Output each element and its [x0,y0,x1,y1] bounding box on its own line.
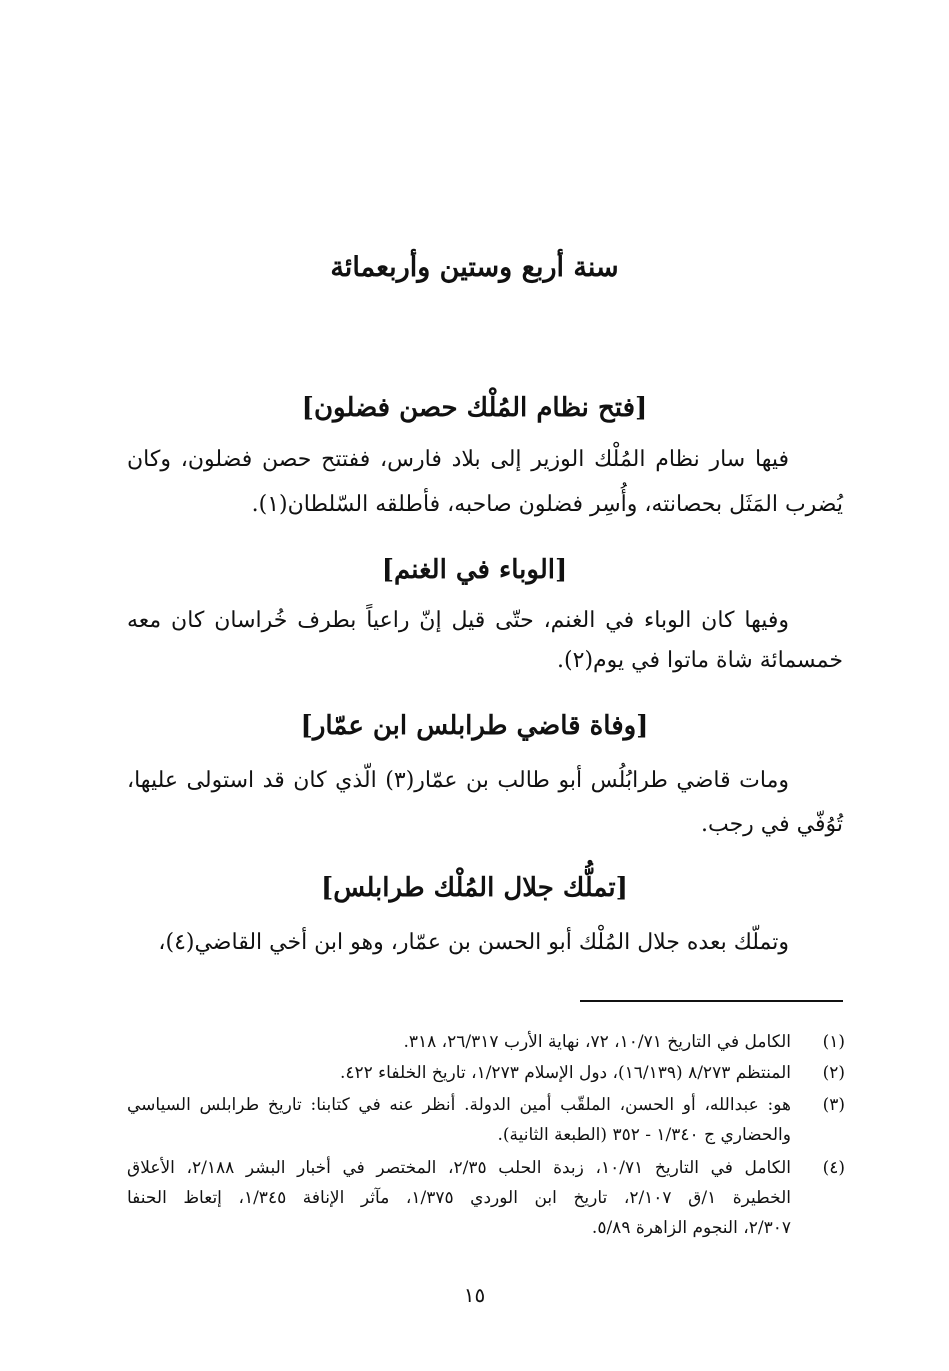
paragraph-line: خمسمائة شاة ماتوا في يوم(٢). [557,648,843,673]
footnote-number: (١) [822,1032,845,1052]
paragraph-line: يُضرب المَثَل بحصانته، وأُسِر فضلون صاحبه، فأطلقه السّلطان(١). [251,492,843,517]
footnote-text: المنتظم ٨/٢٧٣ (١٦/١٣٩)، دول الإسلام ١/٢٧٣، تاريخ الخلفاء ٤٢٢. [339,1063,791,1083]
footnote-separator [580,1000,843,1002]
section-heading-death-qadi: [وفاة قاضي طرابلس ابن عمّار] [300,711,649,741]
paragraph-line: وفيها كان الوباء في الغنم، حتّى قيل إنّ راعياً بطرف خُراسان كان معه [127,608,789,633]
footnote-text: ٢/٣٠٧، النجوم الزاهرة ٥/٨٩. [591,1218,791,1238]
footnote-text: الكامل في التاريخ ١٠/٧١، زبدة الحلب ٢/٣٥، المختصر في أخبار البشر ٢/١٨٨، الأعلاق [127,1158,791,1178]
footnote-number: (٤) [822,1158,845,1178]
paragraph-line: تُوُفّي في رجب. [700,812,843,837]
section-heading-plague: [الوباء في الغنم] [381,555,568,585]
footnote-text: الكامل في التاريخ ١٠/٧١، ٧٢، نهاية الأرب ٢٦/٣١٧، ٣١٨. [403,1032,791,1052]
page-number: ١٥ [463,1283,486,1307]
paragraph-line: ومات قاضي طرابُلُس أبو طالب بن عمّار(٣) الّذي كان قد استولى عليها، [127,768,789,793]
footnote-text: هو: عبدالله، أو الحسن، الملقّب أمين الدولة. أنظر عنه في كتابنا: تاريخ طرابلس السياسي [127,1095,791,1115]
footnote-number: (٢) [822,1063,845,1083]
footnote-number: (٣) [822,1095,845,1115]
footnote-text: الخطيرة ١/ق ٢/١٠٧، تاريخ ابن الوردي ١/٣٧٥، مآثر الإنافة ١/٣٤٥، إتعاظ الحنفا [127,1188,791,1208]
paragraph-line: فيها سار نظام المُلْك الوزير إلى بلاد فارس، ففتتح حصن فضلون، وكان [127,447,789,472]
section-heading-conquest: [فتح نظام المُلْك حصن فضلون] [301,393,648,423]
footnote-text: والحضاري ج ١/٣٤٠ - ٣٥٢ (الطبعة الثانية). [497,1125,791,1145]
section-heading-jalal-almulk: [تملُّك جلال المُلْك طرابلس] [321,873,628,903]
paragraph-line: وتملّك بعده جلال المُلْك أبو الحسن بن عمّار، وهو ابن أخي القاضي(٤)، [158,930,789,955]
year-title: سنة أربع وستين وأربعمائة [330,252,619,283]
